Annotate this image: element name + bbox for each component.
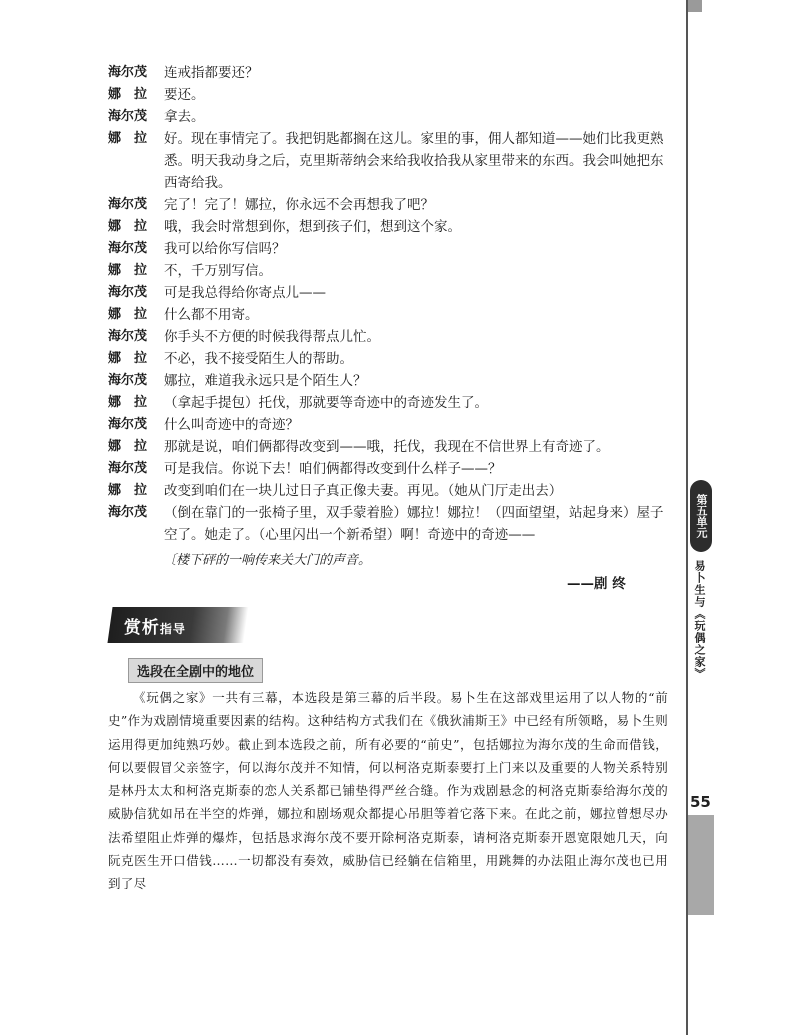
- dialogue-text: 要还。: [164, 87, 205, 103]
- dialogue-line: [108, 414, 668, 436]
- dialogue-text: （倒在靠门的一张椅子里，双手蒙着脸）娜拉！娜拉！（四面望望，站起身来）屋子空了。她走了。（心里闪出一个新希望）啊！奇迹中的奇迹——: [164, 505, 664, 543]
- dialogue-text: 你手头不方便的时候我得帮点儿忙。: [164, 329, 380, 345]
- dialogue-text: 什么叫奇迹中的奇迹？: [164, 417, 299, 433]
- dialogue-text: 拿去。: [164, 109, 205, 125]
- dialogue-text: 不，千万别写信。: [164, 263, 272, 279]
- subheading: 选段在全剧中的地位: [128, 658, 263, 683]
- speaker-name: 娜 拉: [108, 483, 148, 498]
- speaker-name: 娜 拉: [108, 439, 148, 454]
- banner-sub: 指导: [160, 621, 187, 636]
- speaker-name: 海尔茂: [108, 197, 148, 212]
- dialogue-line: [108, 348, 668, 370]
- dialogue-line: [108, 282, 668, 304]
- dialogue-text: 那就是说，咱们俩都得改变到——哦，托伐，我现在不信世界上有奇迹了。: [164, 439, 610, 455]
- side-title: 易卜生与《玩偶之家》: [693, 560, 706, 680]
- dialogue-line: [108, 128, 668, 194]
- dialogue-text: 娜拉，难道我永远只是个陌生人？: [164, 373, 367, 389]
- stage-direction: 〔楼下砰的一响传来关大门的声音。: [163, 553, 372, 568]
- dialogue-text: 好。现在事情完了。我把钥匙都搁在这儿。家里的事，佣人都知道——她们比我更熟悉。明天我动身之后，克里斯蒂纳会来给我收拾我从家里带来的东西。我会叫她把东西寄给我。: [164, 131, 664, 191]
- dialogue-text: 不必，我不接受陌生人的帮助。: [164, 351, 353, 367]
- speaker-name: 娜 拉: [108, 307, 148, 322]
- dialogue-line: [108, 304, 668, 326]
- dialogue-line: [108, 458, 668, 480]
- speaker-name: 海尔茂: [108, 329, 148, 344]
- dialogue-text: 改变到咱们在一块儿过日子真正像夫妻。再见。（她从门厅走出去）: [164, 483, 563, 499]
- speaker-name: 海尔茂: [108, 109, 148, 124]
- dialogue-line: [108, 502, 668, 546]
- dialogue-text: （拿起手提包）托伐，那就要等奇迹中的奇迹发生了。: [164, 395, 488, 411]
- speaker-name: 海尔茂: [108, 461, 148, 476]
- speaker-name: 海尔茂: [108, 417, 148, 432]
- speaker-name: 娜 拉: [108, 263, 148, 278]
- speaker-name: 娜 拉: [108, 219, 148, 234]
- dialogue-text: 哦，我会时常想到你，想到孩子们，想到这个家。: [164, 219, 461, 235]
- dialogue-text: 连戒指都要还？: [164, 65, 259, 81]
- dialogue-line: [108, 216, 668, 238]
- margin-tab-top: [688, 0, 702, 12]
- dialogue-line: [108, 436, 668, 458]
- dialogue-text: 什么都不用寄。: [164, 307, 259, 323]
- speaker-name: 海尔茂: [108, 373, 148, 388]
- speaker-name: 娜 拉: [108, 351, 148, 366]
- dialogue-line: [108, 194, 668, 216]
- dialogue-text: 可是我总得给你寄点儿——: [164, 285, 326, 301]
- speaker-name: 娜 拉: [108, 395, 148, 410]
- dialogue-text: 完了！完了！娜拉，你永远不会再想我了吧？: [164, 197, 434, 213]
- dialogue-line: [108, 106, 668, 128]
- section-banner: [107, 607, 248, 643]
- dialogue-text: 我可以给你写信吗？: [164, 241, 286, 257]
- dialogue-line: [108, 392, 668, 414]
- speaker-name: 海尔茂: [108, 505, 148, 520]
- speaker-name: 娜 拉: [108, 87, 148, 102]
- speaker-name: 海尔茂: [108, 285, 148, 300]
- dialogue: [108, 62, 668, 546]
- page-number: 55: [690, 793, 711, 811]
- dialogue-line: [108, 370, 668, 392]
- curtain-text: ——剧 终: [567, 576, 626, 592]
- speaker-name: 海尔茂: [108, 241, 148, 256]
- speaker-name: 娜 拉: [108, 131, 148, 146]
- banner-main: 赏析: [124, 617, 160, 638]
- body-paragraph: 《玩偶之家》一共有三幕，本选段是第三幕的后半段。易卜生在这部戏里运用了以人物的“前史”作为戏剧情境重要因素的结构。这种结构方式我们在《俄狄浦斯王》中已经有所领略，易卜生则运用得更加纯熟巧妙。截止到本选段之前，所有必要的“前史”，包括娜拉为海尔茂的生命而借钱，何以要假冒父亲签字，何以海尔茂并不知情，何以柯洛克斯泰要打上门来以及重要的人物关系特别是林丹太太和柯洛克斯泰的恋人关系都已铺垫得严丝合缝。作为戏剧悬念的柯洛克斯泰给海尔茂的威胁信犹如吊在半空的炸弹，娜拉和剧场观众都提心吊胆等着它落下来。在此之前，娜拉曾想尽办法希望阻止炸弹的爆炸，包括恳求海尔茂不要开除柯洛克斯泰，请柯洛克斯泰开恩宽限她几天，向阮克医生开口借钱……一切都没有奏效，威胁信已经躺在信箱里，用跳舞的办法阻止海尔茂也已用到了尽: [108, 690, 668, 892]
- dialogue-line: [108, 84, 668, 106]
- speaker-name: 海尔茂: [108, 65, 148, 80]
- margin-tab-bottom: [688, 815, 714, 915]
- dialogue-text: 可是我信。你说下去！咱们俩都得改变到什么样子——？: [164, 461, 502, 477]
- dialogue-line: [108, 238, 668, 260]
- dialogue-line: [108, 480, 668, 502]
- unit-badge: 第五单元: [690, 480, 712, 552]
- dialogue-line: [108, 326, 668, 348]
- dialogue-line: [108, 260, 668, 282]
- dialogue-line: [108, 62, 668, 84]
